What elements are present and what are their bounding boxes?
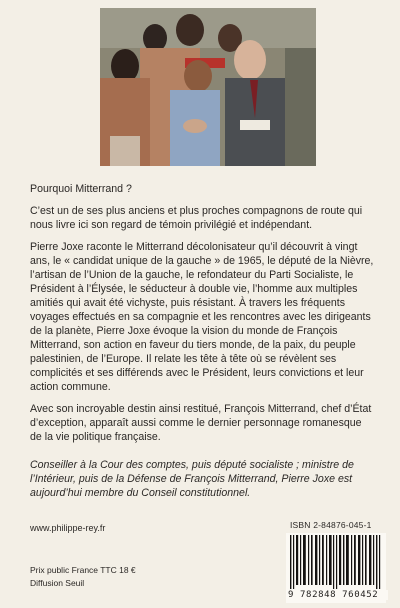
publisher-website: www.philippe-rey.fr (30, 523, 106, 533)
cover-photo (100, 8, 316, 166)
intro-paragraph: C’est un de ses plus anciens et plus proches compagnons de route qui nous livre ici son regard de témoin privilégié et indépendant. (30, 205, 363, 231)
isbn: ISBN 2-84876-045-1 (290, 520, 372, 530)
author-bio: Conseiller à la Cour des comptes, puis député socialiste ; ministre de l’Intérieur, puis de la Défense de François Mitterrand, Pierre Joxe est aujourd’hui membre du Conseil constitutionnel. (30, 459, 354, 499)
price-info (30, 564, 136, 590)
price-line: Prix public France TTC 18 € (30, 565, 136, 575)
back-cover-text (30, 182, 375, 508)
barcode-number: 9 782848 760452 (288, 590, 388, 600)
cover-photo-illustration (100, 8, 316, 166)
barcode-bars (286, 533, 386, 589)
heading: Pourquoi Mitterrand ? (30, 183, 132, 195)
body-paragraph: Pierre Joxe raconte le Mitterrand décolonisateur qu’il découvrit à vingt ans, le « candidat unique de la gauche » de 1965, le député de la Nièvre, l’artisan de l’Union de la gauche, le refondateur du Parti Socialiste, le Président à l’Élysée, le séducteur à double vie, l’homme aux multiples amitiés qui avait été vichyste, puis résistant. À travers les fréquents voyages effectués en sa compagnie et les rencontres avec les dirigeants de la planète, Pierre Joxe évoque la vision du monde de François Mitterrand, son action en faveur du tiers monde, de la paix, du peuple palestinien, de l’Europe. Il relate les tête à tête où se révèlent ses complicités et ses différends avec le Président, leurs convictions et leur action commune. (30, 241, 374, 393)
distribution-line: Diffusion Seuil (30, 578, 85, 588)
conclusion-paragraph: Avec son incroyable destin ainsi restitué, François Mitterrand, chef d’État d’exception, apparaît aussi comme le dernier personnage romanesque de la vie politique française. (30, 403, 372, 443)
